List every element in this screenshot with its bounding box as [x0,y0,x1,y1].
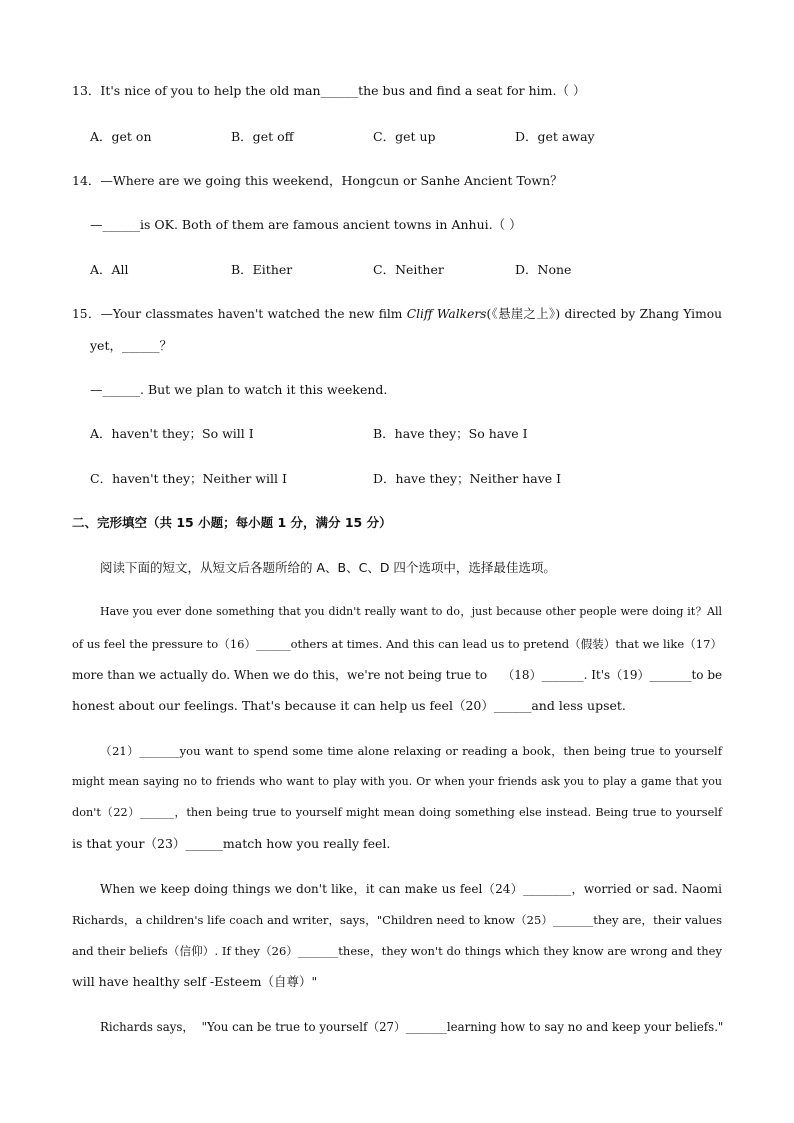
question-13-option-c[interactable]: C．get up [373,129,436,144]
question-13-options [90,128,690,146]
question-13-option-b[interactable]: B．get off [231,129,294,144]
passage-p2-line-1: （21）_______you want to spend some time alone relaxing or reading a book，then being true to yourself [100,744,722,758]
question-15-options-row-1 [90,425,690,443]
question-15-stem-continued: yet，______？ [90,338,172,353]
passage-p2-line-4: is that your（23）______match how you really feel. [72,836,391,851]
question-14-options [90,261,690,279]
passage-p1-line-4: honest about our feelings. That's because it can help us feel（20）______and less upset. [72,698,626,713]
question-13-option-a[interactable]: A．get on [90,129,152,144]
question-13-option-d[interactable]: D．get away [515,129,595,144]
question-14-stem: 14．—Where are we going this weekend，Hongcun or Sanhe Ancient Town？ [72,173,563,188]
passage-p3-line-3: and their beliefs（信仰）. If they（26）_______these，they won't do things which they know are wrong and they [72,944,722,958]
question-14-option-a[interactable]: A．All [90,262,129,277]
question-13-stem: 13．It's nice of you to help the old man______the bus and find a seat for him.（ ） [72,83,586,98]
question-14-option-d[interactable]: D．None [515,262,572,277]
section-2-title: 二、完形填空（共 15 小题；每小题 1 分，满分 15 分） [72,515,392,530]
passage-p1-line-2: of us feel the pressure to（16）______others at times. And this can lead us to pretend（假装）that we like（17） [72,637,722,651]
question-15-film-title: Cliff Walkers [406,307,487,321]
passage-p4-line-1: Richards says， "You can be true to yourself（27）_______learning how to say no and keep your beliefs." [100,1020,724,1034]
passage-p3-line-4: will have healthy self -Esteem（自尊）" [72,974,318,989]
passage-p3-line-2: Richards，a children's life coach and writer，says，"Children need to know（25）_______they are，their values [72,913,722,927]
question-15-options-row-2 [90,470,690,488]
question-14-option-c[interactable]: C．Neither [373,262,444,277]
question-15-option-b[interactable]: B．have they；So have I [373,426,528,441]
question-15-option-d[interactable]: D．have they；Neither have I [373,471,562,486]
passage-p2-line-3: don't（22）______，then being true to yourself might mean doing something else instead. Being true to yourself [72,806,722,819]
question-14-answer-line: —______is OK. Both of them are famous ancient towns in Anhui.（ ） [90,217,522,232]
question-15-stem-end: (《悬崖之上》) directed by Zhang Yimou [486,307,722,321]
section-2-instruction: 阅读下面的短文，从短文后各题所给的 A、B、C、D 四个选项中，选择最佳选项。 [100,560,556,575]
passage-p1-line-3: more than we actually do. When we do this，we're not being true to （18）_______. It's（19）_______to be [72,668,723,682]
question-15-answer-line: —______. But we plan to watch it this weekend. [90,382,388,397]
question-15-stem-start: 15．—Your classmates haven't watched the new film [72,307,403,321]
question-15-option-a[interactable]: A．haven't they；So will I [90,426,254,441]
passage-p3-line-1: When we keep doing things we don't like，it can make us feel（24）________，worried or sad. Naomi [100,882,722,896]
question-15-stem [72,305,722,323]
passage-p1-line-1: Have you ever done something that you didn't really want to do，just because other people were doing it？All [100,605,722,618]
passage-p2-line-2: might mean saying no to friends who want to play with you. Or when your friends ask you to play a game that you [72,775,722,788]
question-14-option-b[interactable]: B．Either [231,262,293,277]
question-15-option-c[interactable]: C．haven't they；Neither will I [90,471,287,486]
